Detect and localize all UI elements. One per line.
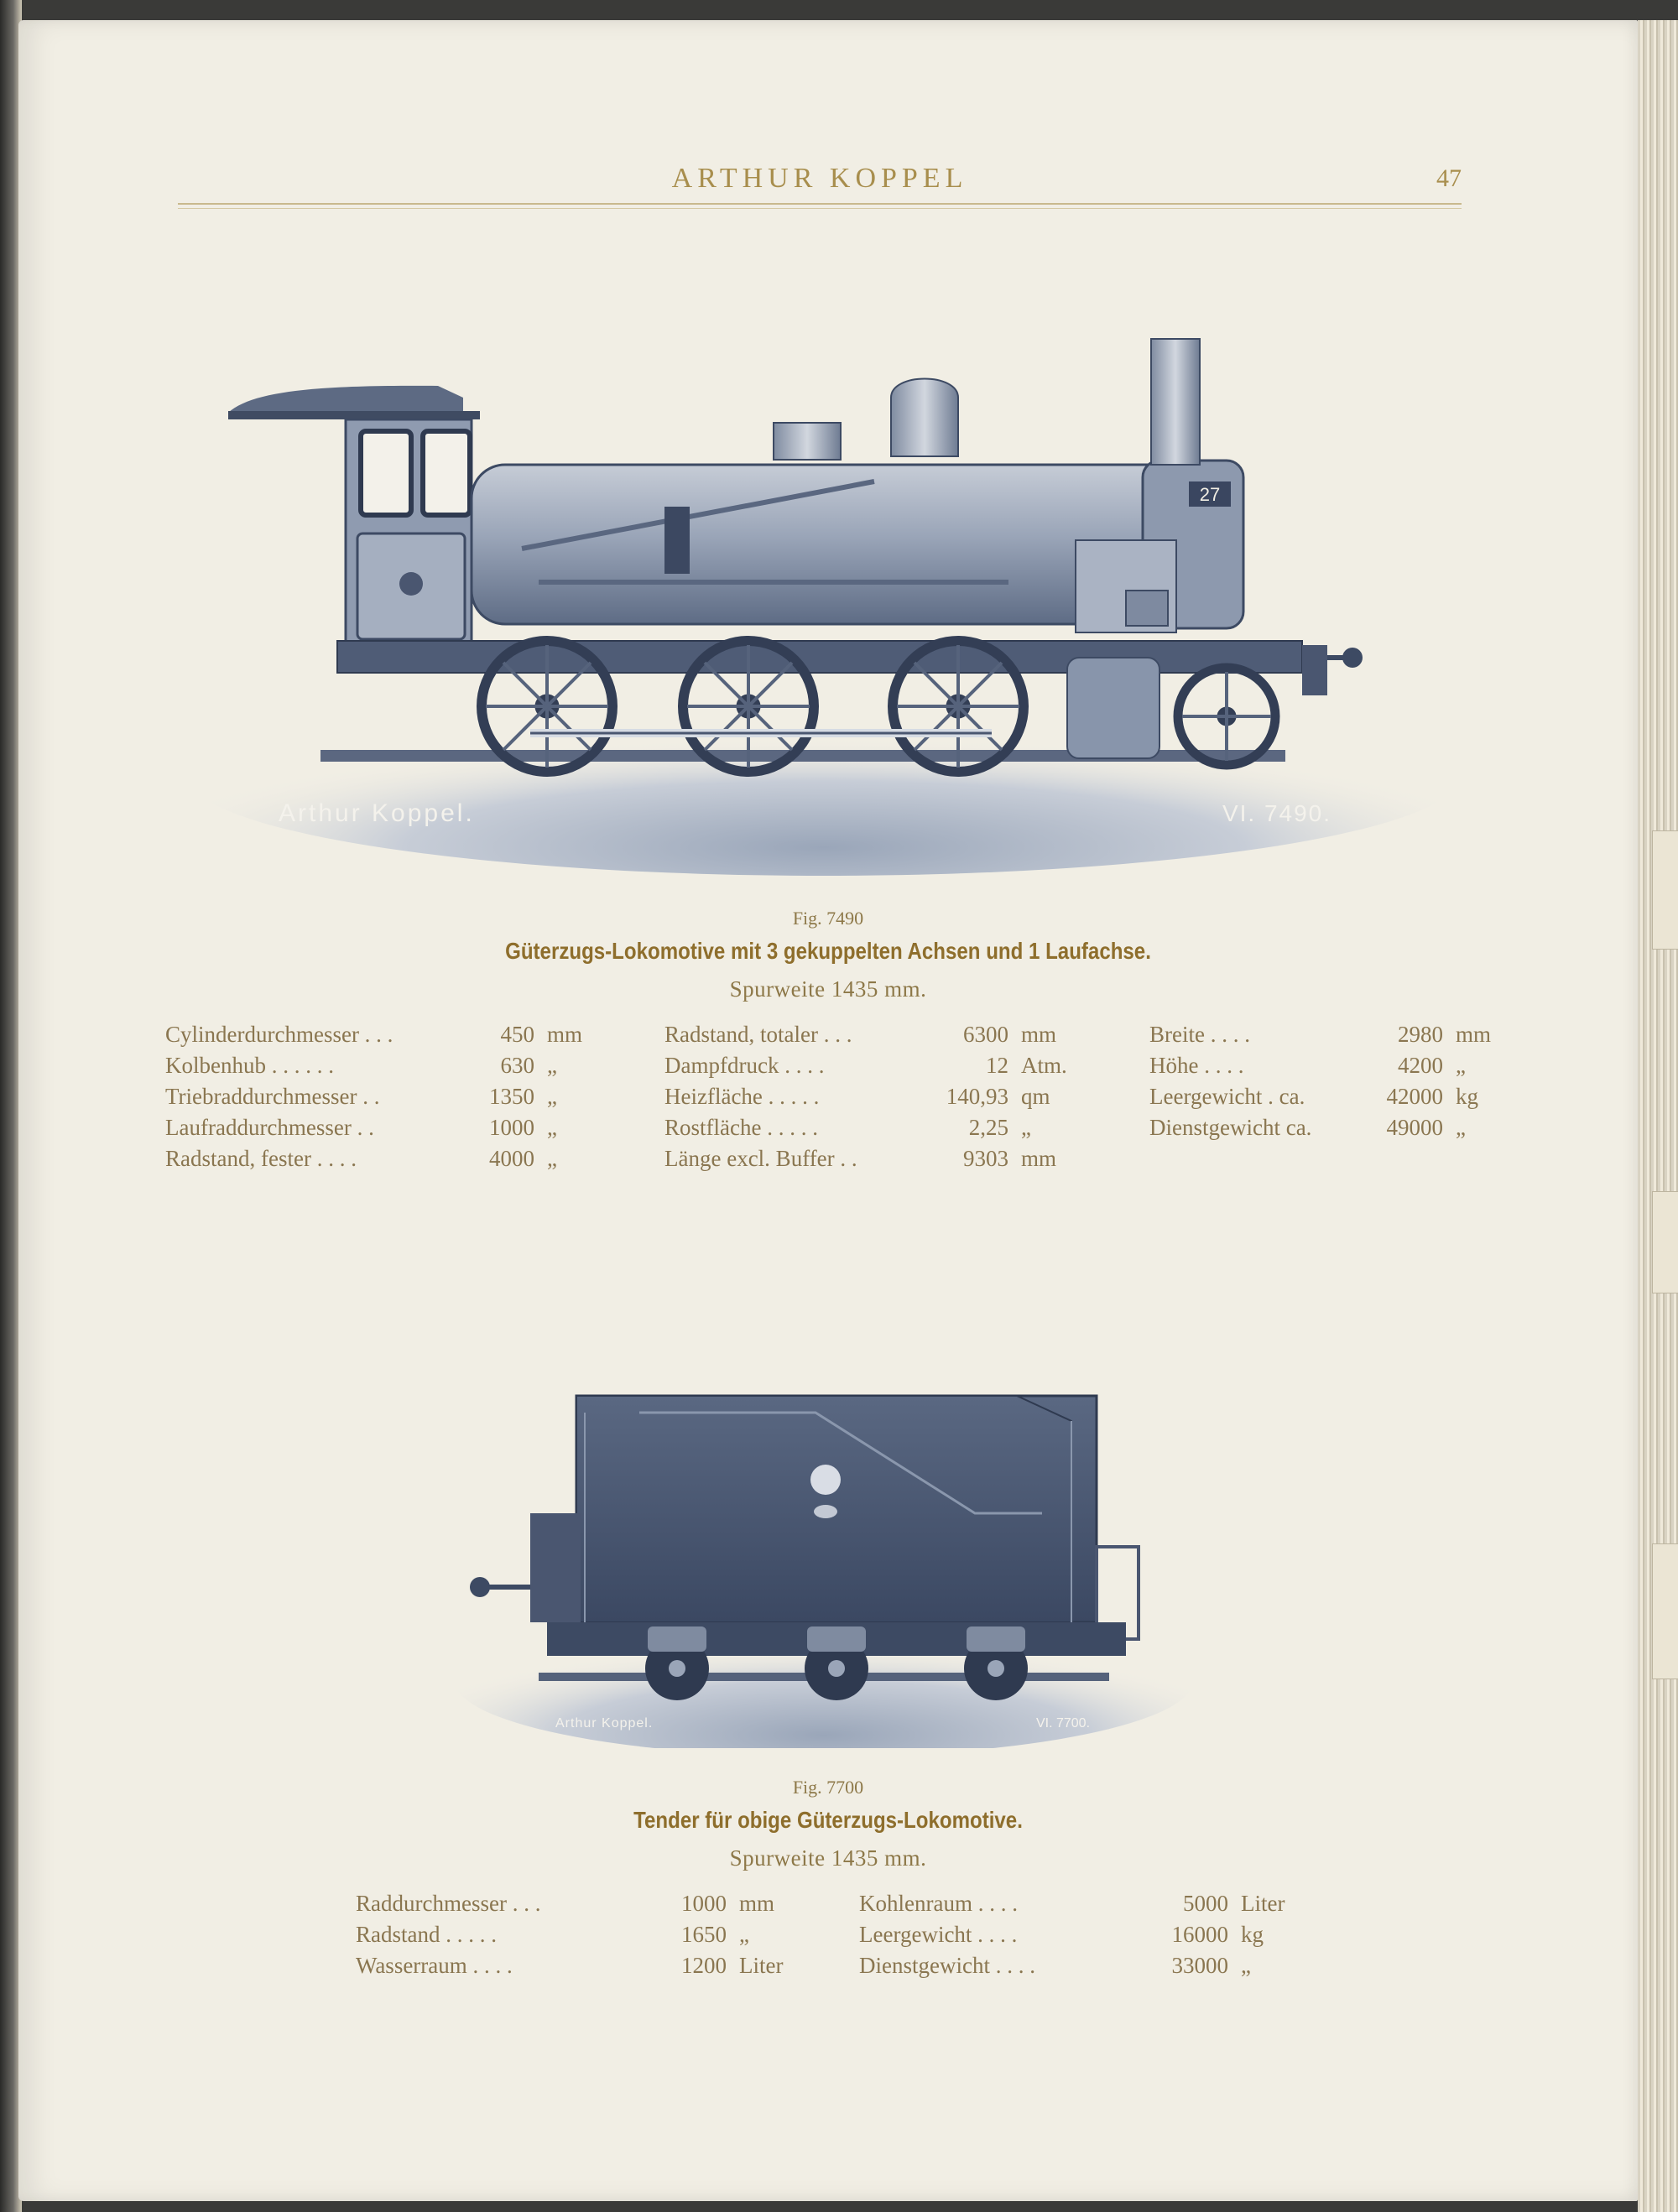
spec-value: 33000 [1171,1953,1228,1978]
spec-unit: mm [547,1022,583,1047]
spec-row [664,1146,1101,1177]
spec-unit: Atm. [1021,1053,1067,1078]
smokebox-number: 27 [1199,484,1221,505]
spec-row [1149,1115,1502,1146]
figure-label: Fig. 7490 [792,908,864,929]
spec-unit: „ [1456,1115,1466,1140]
spec-unit: kg [1456,1084,1478,1109]
spec-row [165,1022,602,1053]
spec-unit: „ [547,1053,557,1078]
spec-value: 1000 [681,1891,727,1916]
spec-value: 630 [500,1053,534,1078]
spec-label: Heizfläche . . . . . [664,1084,820,1109]
spec-row [165,1146,602,1177]
spec-value: 49000 [1386,1115,1443,1140]
spec-value: 5000 [1183,1891,1228,1916]
spec-label: Wasserraum . . . . [356,1953,513,1978]
running-title: ARTHUR KOPPEL [671,163,968,194]
spec-label: Dampfdruck . . . . [664,1053,825,1078]
spec-label: Länge excl. Buffer . . [664,1146,857,1171]
spec-label: Dienstgewicht ca. [1149,1115,1312,1140]
spec-row [356,1922,792,1953]
spec-label: Radstand, totaler . . . [664,1022,852,1047]
gauge-line: Spurweite 1435 mm. [729,976,927,1002]
spec-unit: „ [739,1922,749,1947]
spec-label: Breite . . . . [1149,1022,1250,1047]
spec-row [664,1022,1101,1053]
plate-number-mark: VI. 7700. [1035,1716,1091,1731]
spec-unit: „ [1456,1053,1466,1078]
spec-label: Dienstgewicht . . . . [859,1953,1035,1978]
spec-unit: mm [1456,1022,1492,1047]
spec-label: Raddurchmesser . . . [356,1891,541,1916]
spec-row [1149,1084,1502,1115]
spec-row [1149,1053,1502,1084]
spec-table [1149,1022,1502,1146]
spec-unit: „ [1021,1115,1031,1140]
page-header [178,163,1462,213]
locomotive-photo [186,305,1462,876]
spec-table [356,1891,792,1984]
spec-value: 1350 [489,1084,534,1109]
spec-value: 140,93 [946,1084,1008,1109]
figure-label: Fig. 7700 [792,1777,864,1798]
tender-photo [455,1329,1193,1748]
spec-unit: qm [1021,1084,1050,1109]
spec-row [664,1084,1101,1115]
spec-row [664,1053,1101,1084]
spec-label: Leergewicht . . . . [859,1922,1018,1947]
spec-value: 4200 [1398,1053,1443,1078]
spec-value: 450 [500,1022,534,1047]
spec-label: Rostfläche . . . . . [664,1115,818,1140]
spec-label: Laufraddurchmesser . . [165,1115,374,1140]
spec-value: 9303 [963,1146,1008,1171]
figure-caption: Güterzugs-Lokomotive mit 3 gekuppelten Achsen und 1 Laufachse. [505,938,1151,964]
spec-row [1149,1022,1502,1053]
spec-value: 16000 [1171,1922,1228,1947]
plate-number-mark: VI. 7490. [1222,800,1332,826]
plate-maker-mark: Arthur Koppel. [555,1716,654,1731]
spec-value: 1200 [681,1953,727,1978]
spec-value: 2,25 [968,1115,1008,1140]
spec-unit: kg [1241,1922,1264,1947]
spec-value: 6300 [963,1022,1008,1047]
spec-value: 2980 [1398,1022,1443,1047]
spec-value: 4000 [489,1146,534,1171]
spec-row [356,1953,792,1984]
spec-unit: mm [739,1891,775,1916]
spec-row [859,1922,1295,1953]
spec-label: Triebraddurchmesser . . [165,1084,380,1109]
spec-label: Cylinderdurchmesser . . . [165,1022,393,1047]
spec-label: Kohlenraum . . . . [859,1891,1018,1916]
spec-unit: „ [547,1146,557,1171]
spec-unit: mm [1021,1146,1057,1171]
spec-value: 12 [986,1053,1008,1078]
spec-label: Radstand . . . . . [356,1922,497,1947]
spec-value: 42000 [1386,1084,1443,1109]
spec-table [664,1022,1101,1177]
spec-label: Kolbenhub . . . . . . [165,1053,334,1078]
spec-label: Leergewicht . ca. [1149,1084,1305,1109]
spec-row [356,1891,792,1922]
spec-value: 1000 [489,1115,534,1140]
spec-table [859,1891,1295,1984]
index-tab [1652,1543,1678,1679]
index-tab [1652,830,1678,950]
index-tab [1652,1191,1678,1293]
page-edges [1638,20,1678,2212]
header-rule [178,203,1462,205]
spec-row [165,1053,602,1084]
spec-unit: Liter [739,1953,784,1978]
header-rule [178,208,1462,209]
spec-row [165,1084,602,1115]
spec-unit: mm [1021,1022,1057,1047]
plate-maker-mark: Arthur Koppel. [279,799,475,827]
figure-caption: Tender für obige Güterzugs-Lokomotive. [633,1807,1023,1833]
spec-row [859,1891,1295,1922]
spec-label: Radstand, fester . . . . [165,1146,357,1171]
spec-unit: „ [547,1084,557,1109]
book-page [18,20,1638,2201]
spec-unit: „ [1241,1953,1251,1978]
gauge-line: Spurweite 1435 mm. [729,1845,927,1871]
page-number: 47 [1436,164,1462,192]
spec-table [165,1022,602,1177]
spec-unit: Liter [1241,1891,1285,1916]
spec-row [664,1115,1101,1146]
spec-row [165,1115,602,1146]
spec-row [859,1953,1295,1984]
spec-label: Höhe . . . . [1149,1053,1244,1078]
spec-value: 1650 [681,1922,727,1947]
spec-unit: „ [547,1115,557,1140]
